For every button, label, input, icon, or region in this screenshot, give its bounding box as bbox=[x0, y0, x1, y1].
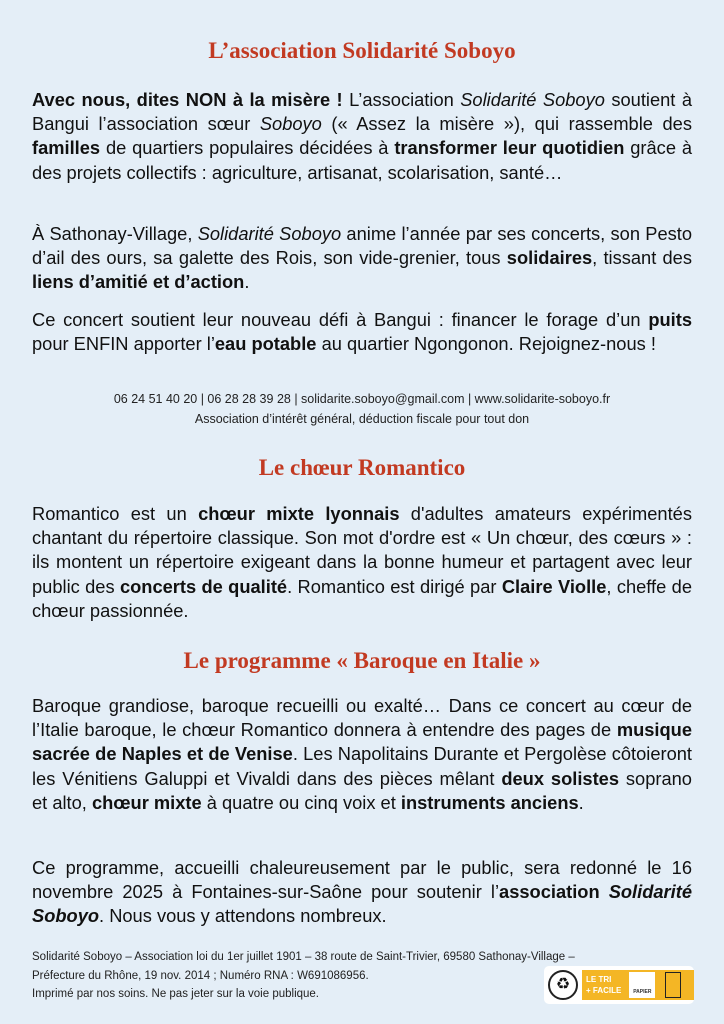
bold-text: eau potable bbox=[214, 333, 317, 355]
text-run: . Nous vous y attendons nombreux. bbox=[99, 905, 387, 927]
bold-text: solidaires bbox=[506, 247, 593, 269]
text-run: à quatre ou cinq voix et bbox=[201, 791, 401, 813]
paragraph bbox=[32, 856, 692, 929]
italic-text: Solidarité Soboyo bbox=[460, 89, 605, 110]
text-run: soprano et alto, bbox=[32, 767, 692, 813]
footer-line: Préfecture du Rhône, 19 nov. 2014 ; Numéro RNA : W691086956. bbox=[32, 969, 369, 982]
contact-line: 06 24 51 40 20 | 06 28 28 39 28 | solidarite.soboyo@gmail.com | www.solidarite-soboyo.fr bbox=[113, 392, 611, 406]
triman-recycling-logo bbox=[544, 966, 694, 1004]
footer-line: Imprimé par nos soins. Ne pas jeter sur la voie publique. bbox=[32, 988, 320, 1000]
italic-text: Solidarité Soboyo bbox=[197, 223, 342, 244]
recycling-person-icon: ♻ bbox=[548, 970, 578, 1000]
bold-text: instruments anciens bbox=[400, 791, 579, 813]
section-title-choir: Le chœur Romantico bbox=[258, 455, 466, 480]
text-run: Ce programme, accueilli chaleureusement par le public, sera redonné le 16 novembre 2025 à Fontaines-sur-Saône pour soutenir l’ bbox=[32, 857, 692, 903]
text-run: . Romantico est dirigé par bbox=[287, 575, 502, 597]
bold-text: liens d’amitié et d’action bbox=[32, 271, 245, 293]
text-run: pour ENFIN apporter l’ bbox=[32, 333, 215, 355]
paragraph bbox=[32, 222, 692, 295]
bold-text: Solidarité Soboyo bbox=[32, 881, 692, 927]
section-title-programme: Le programme « Baroque en Italie » bbox=[183, 648, 541, 673]
logo-text: LE TRI bbox=[586, 975, 612, 984]
text-run: L’association bbox=[342, 89, 461, 110]
paragraph bbox=[32, 88, 692, 185]
text-run: , cheffe de chœur passionnée. bbox=[32, 575, 692, 621]
text-run: d'adultes amateurs expérimentés chantant du répertoire classique. Son mot d'ordre est « Un chœur, des cœurs » : ils montent un répertoire exigeant dans la bonne humeur et partagent avec leur public des bbox=[32, 503, 692, 597]
text-run: soutient à Bangui l’association sœur bbox=[32, 89, 692, 135]
bold-text: puits bbox=[648, 309, 692, 330]
footer-line: Solidarité Soboyo – Association loi du 1er juillet 1901 – 38 route de Saint-Trivier, 69580 Sathonay-Village – bbox=[32, 951, 575, 963]
bold-text: association bbox=[499, 881, 609, 903]
bold-text: chœur mixte lyonnais bbox=[198, 503, 400, 524]
paragraph bbox=[32, 308, 692, 356]
bold-text: concerts de qualité bbox=[119, 575, 288, 597]
text-run: grâce à des projets collectifs : agriculture, artisanat, scolarisation, santé… bbox=[32, 137, 692, 183]
text-run: Romantico est un bbox=[32, 503, 199, 524]
text-run: anime l’année par ses concerts, son Pesto d’ail des ours, sa galette des Rois, son vide-grenier, tous bbox=[32, 223, 692, 269]
italic-text: Soboyo bbox=[259, 113, 322, 135]
bold-text: Avec nous, dites NON à la misère ! bbox=[32, 89, 343, 110]
bold-text: familles bbox=[32, 137, 101, 159]
paper-icon: PAPIER bbox=[629, 972, 655, 998]
text-run: au quartier Ngongonon. Rejoignez-nous ! bbox=[316, 333, 656, 355]
logo-text: + FACILE bbox=[586, 986, 622, 995]
text-run: . bbox=[578, 791, 584, 813]
text-run: À Sathonay-Village, bbox=[32, 223, 198, 244]
bold-text: deux solistes bbox=[501, 767, 619, 789]
bold-text: transformer leur quotidien bbox=[394, 137, 625, 159]
footer-legal bbox=[32, 948, 575, 1004]
text-run: Ce concert soutient leur nouveau défi à Bangui : financer le forage d’un bbox=[32, 309, 649, 330]
text-run: , tissant des bbox=[592, 247, 692, 269]
text-run: . bbox=[244, 271, 250, 293]
bold-text: chœur mixte bbox=[91, 791, 202, 813]
bold-text: musique sacrée de Naples et de Venise bbox=[32, 719, 692, 765]
recycling-bin-icon bbox=[665, 972, 681, 998]
bold-text: Claire Violle bbox=[501, 575, 607, 597]
text-run: de quartiers populaires décidées à bbox=[100, 137, 395, 159]
tax-note: Association d’intérêt général, déduction fiscale pour tout don bbox=[194, 412, 530, 426]
section-title-association: L’association Solidarité Soboyo bbox=[208, 38, 516, 63]
paragraph bbox=[32, 694, 692, 815]
text-run: Baroque grandiose, baroque recueilli ou exalté… Dans ce concert au cœur de l’Italie baroque, le chœur Romantico donnera à entendre des pages de bbox=[32, 695, 692, 741]
paragraph bbox=[32, 502, 692, 623]
text-run: . Les Napolitains Durante et Pergolèse côtoieront les Vénitiens Galuppi et Vivaldi dans des pièces mêlant bbox=[32, 743, 692, 789]
tri-band bbox=[582, 970, 694, 1000]
text-run: (« Assez la misère »), qui rassemble des bbox=[321, 113, 692, 135]
